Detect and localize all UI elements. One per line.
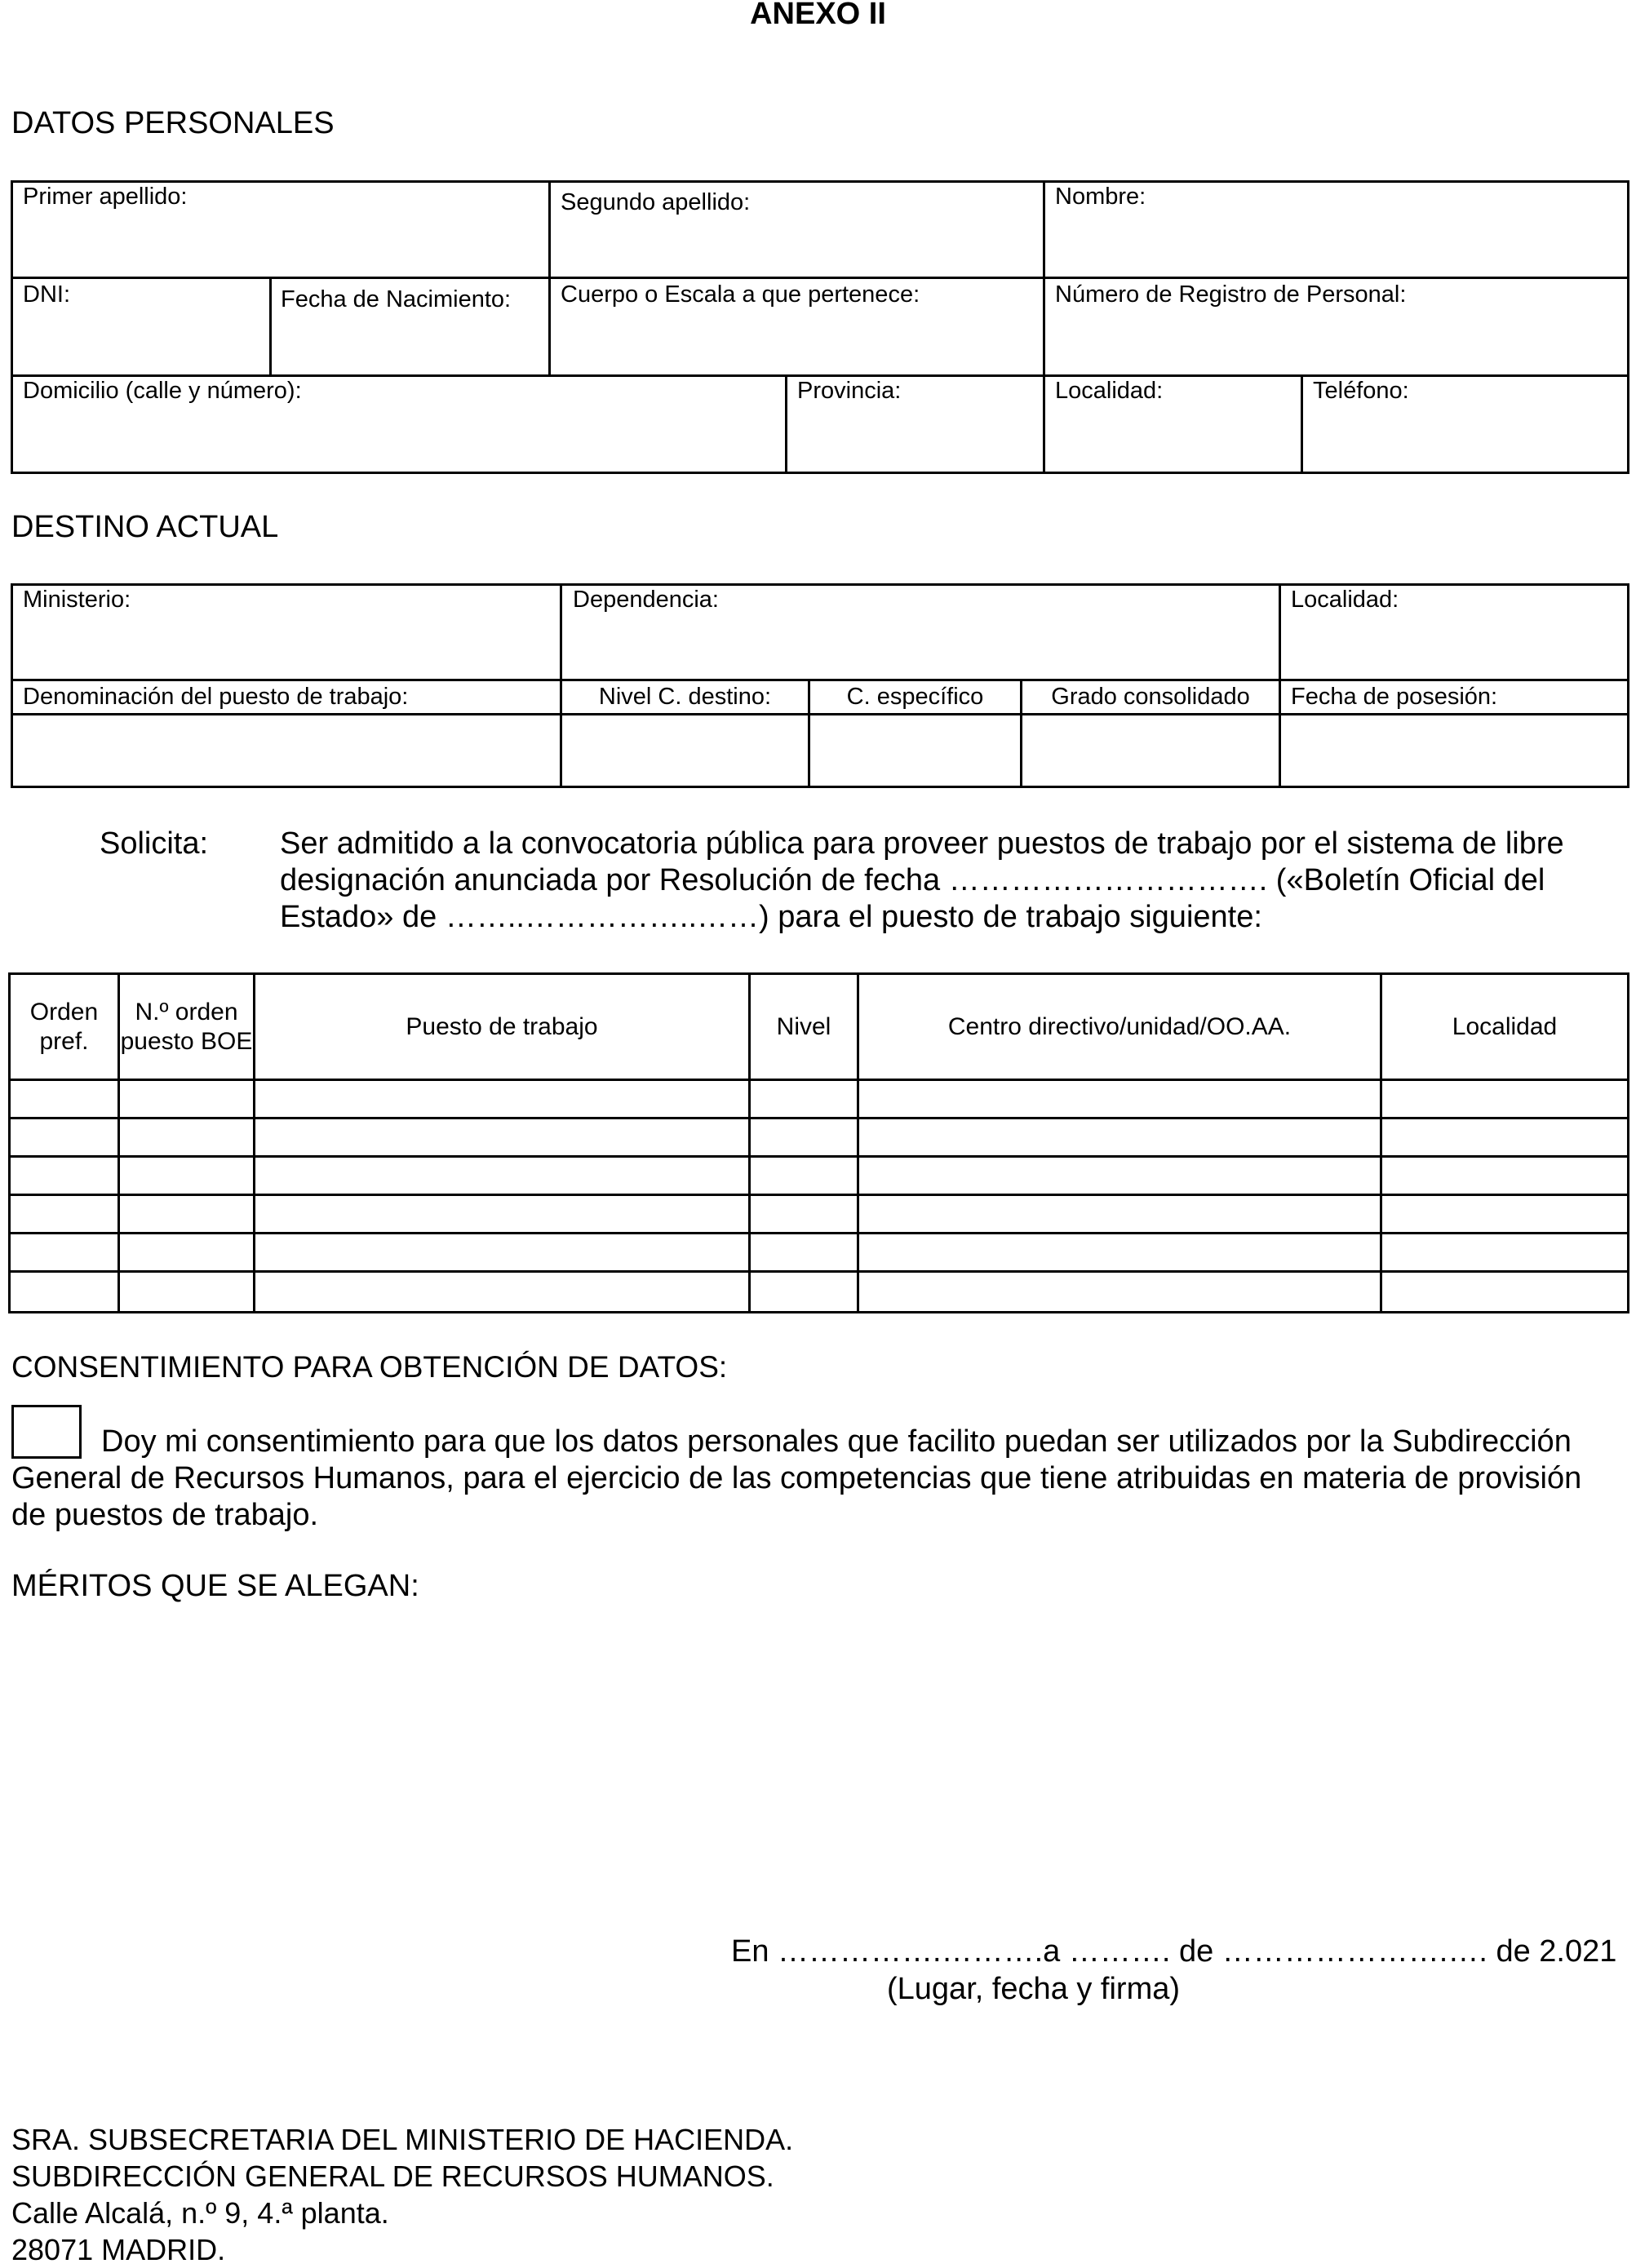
- consent-line-2: General de Recursos Humanos, para el ejercicio de las competencias que tiene atribuidas en materia de provisión: [11, 1461, 1582, 1495]
- field-fecha-nacimiento[interactable]: Fecha de Nacimiento:: [281, 286, 512, 312]
- section-heading-meritos: MÉRITOS QUE SE ALEGAN:: [11, 1569, 419, 1603]
- field-localidad-destino[interactable]: Localidad:: [1291, 587, 1399, 613]
- field-dependencia[interactable]: Dependencia:: [573, 587, 719, 613]
- field-telefono[interactable]: Teléfono:: [1313, 378, 1409, 404]
- section-heading-destino-actual: DESTINO ACTUAL: [11, 510, 279, 544]
- field-especifico[interactable]: C. específico: [846, 684, 984, 710]
- field-nivel-destino[interactable]: Nivel C. destino:: [598, 684, 772, 710]
- field-primer-apellido[interactable]: Primer apellido:: [23, 184, 188, 210]
- addressee-line-1: SRA. SUBSECRETARIA DEL MINISTERIO DE HACIENDA.: [11, 2123, 794, 2156]
- field-domicilio[interactable]: Domicilio (calle y número):: [23, 378, 302, 404]
- datos-personales-form: [11, 180, 1629, 474]
- field-grado-consolidado[interactable]: Grado consolidado: [1051, 684, 1250, 710]
- field-segundo-apellido[interactable]: Segundo apellido:: [561, 189, 751, 215]
- field-fecha-posesion[interactable]: Fecha de posesión:: [1291, 684, 1498, 710]
- addressee-line-3: Calle Alcalá, n.º 9, 4.ª planta.: [11, 2196, 389, 2230]
- field-nombre[interactable]: Nombre:: [1055, 184, 1146, 210]
- header-puesto-trabajo: Puesto de trabajo: [406, 1012, 598, 1040]
- solicita-label: Solicita:: [100, 826, 209, 861]
- header-nivel: Nivel: [776, 1012, 831, 1040]
- signature-line: En …………….……….a ………. de ………………….…. de 2.021: [731, 1934, 1617, 1969]
- consent-line-1: Doy mi consentimiento para que los datos personales que facilito puedan ser utilizados por la Subdirección: [101, 1424, 1572, 1459]
- header-numero-orden: N.º orden puesto BOE: [120, 998, 253, 1055]
- consent-line-3: de puestos de trabajo.: [11, 1498, 319, 1532]
- header-localidad: Localidad: [1452, 1012, 1558, 1040]
- addressee-line-2: SUBDIRECCIÓN GENERAL DE RECURSOS HUMANOS.: [11, 2159, 774, 2193]
- consent-checkbox[interactable]: [11, 1405, 82, 1459]
- field-localidad[interactable]: Localidad:: [1055, 378, 1164, 404]
- solicita-line-1: Ser admitido a la convocatoria pública para proveer puestos de trabajo por el sistema de libre: [280, 826, 1564, 861]
- field-denominacion-puesto[interactable]: Denominación del puesto de trabajo:: [23, 684, 409, 710]
- addressee-line-4: 28071 MADRID.: [11, 2233, 226, 2266]
- solicita-line-3: Estado» de ……..……………..……) para el puesto de trabajo siguiente:: [280, 900, 1262, 934]
- page-title: ANEXO II: [750, 0, 886, 31]
- header-orden-pref: Orden pref.: [29, 998, 99, 1055]
- section-heading-datos-personales: DATOS PERSONALES: [11, 106, 335, 140]
- field-cuerpo-escala[interactable]: Cuerpo o Escala a que pertenece:: [561, 281, 920, 308]
- solicita-line-2: designación anunciada por Resolución de fecha …………………………. («Boletín Oficial del: [280, 863, 1545, 897]
- field-dni[interactable]: DNI:: [23, 281, 70, 308]
- field-numero-registro[interactable]: Número de Registro de Personal:: [1055, 281, 1407, 308]
- signature-caption: (Lugar, fecha y firma): [887, 1972, 1181, 2006]
- field-ministerio[interactable]: Ministerio:: [23, 587, 131, 613]
- field-provincia[interactable]: Provincia:: [797, 378, 902, 404]
- section-heading-consentimiento: CONSENTIMIENTO PARA OBTENCIÓN DE DATOS:: [11, 1350, 728, 1384]
- header-centro-directivo: Centro directivo/unidad/OO.AA.: [947, 1012, 1292, 1040]
